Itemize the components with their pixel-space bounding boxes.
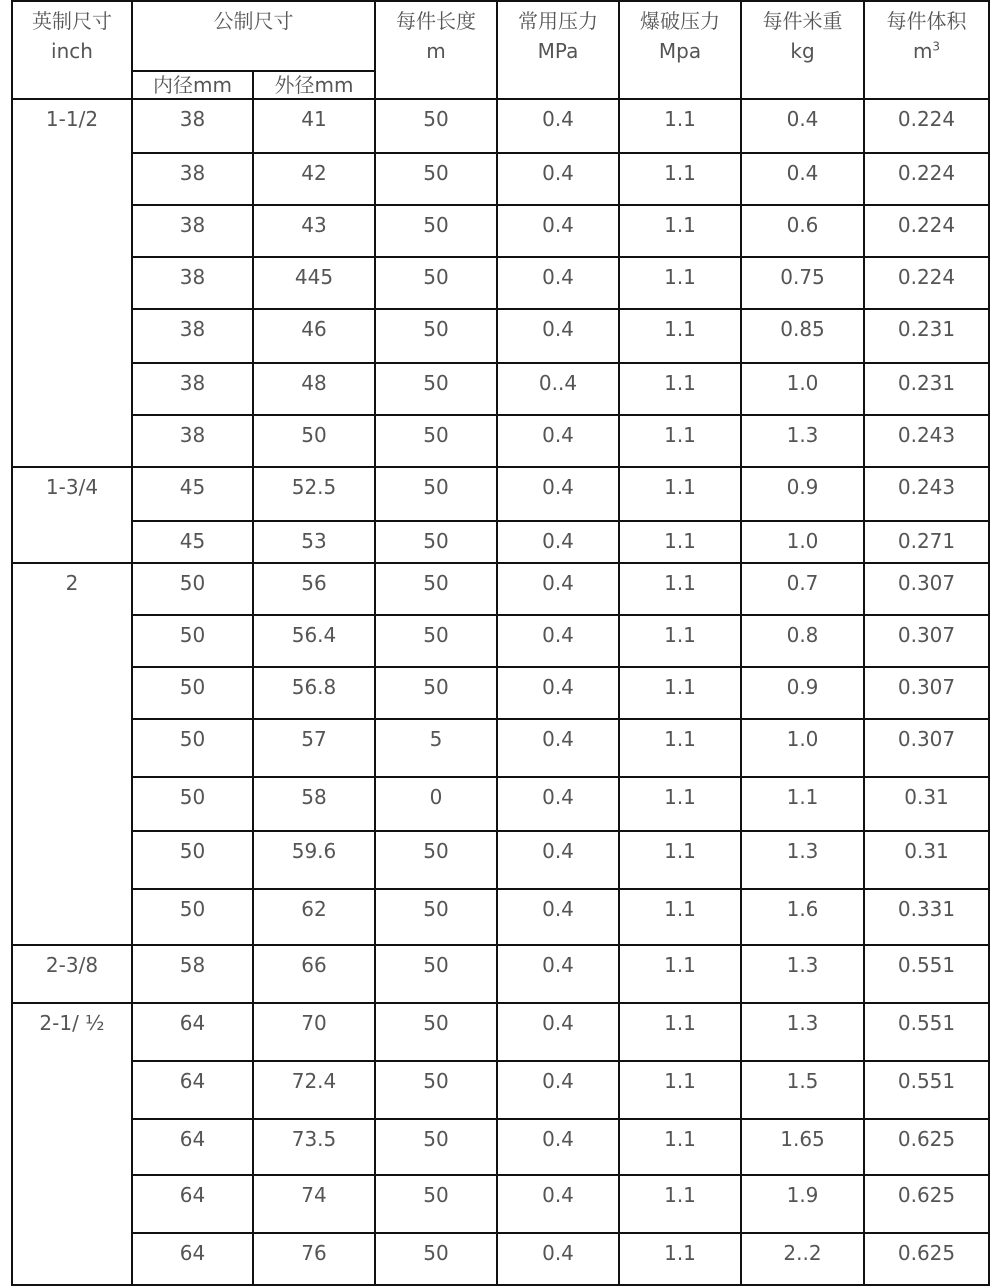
cell-volume: 0.625 xyxy=(864,1233,989,1285)
header-metric-size xyxy=(132,1,375,71)
cell-burst: 1.1 xyxy=(619,889,741,945)
cell-weight: 0.4 xyxy=(741,99,864,153)
cell-working: 0.4 xyxy=(497,467,619,521)
cell-working: 0.4 xyxy=(497,153,619,205)
header-burst-pressure xyxy=(619,1,741,99)
header-working-pressure-label: 常用压力 xyxy=(518,9,598,33)
cell-outer: 50 xyxy=(253,415,375,467)
cell-length: 50 xyxy=(375,1119,497,1175)
cell-inner: 64 xyxy=(132,1061,253,1119)
cell-inch-size: 2 xyxy=(12,563,132,945)
cell-working: 0.4 xyxy=(497,777,619,831)
cell-burst: 1.1 xyxy=(619,415,741,467)
cell-volume: 0.224 xyxy=(864,257,989,309)
header-volume-unit-sup: 3 xyxy=(932,39,941,54)
table-row xyxy=(12,615,989,667)
cell-outer: 70 xyxy=(253,1003,375,1061)
cell-length: 50 xyxy=(375,563,497,615)
cell-inner: 50 xyxy=(132,667,253,719)
cell-outer: 56.8 xyxy=(253,667,375,719)
cell-working: 0.4 xyxy=(497,945,619,1003)
cell-outer: 76 xyxy=(253,1233,375,1285)
cell-weight: 1.0 xyxy=(741,363,864,415)
cell-inner: 38 xyxy=(132,205,253,257)
cell-outer: 62 xyxy=(253,889,375,945)
cell-burst: 1.1 xyxy=(619,1061,741,1119)
cell-working: 0.4 xyxy=(497,1061,619,1119)
table-row xyxy=(12,777,989,831)
cell-weight: 0.75 xyxy=(741,257,864,309)
cell-outer: 73.5 xyxy=(253,1119,375,1175)
header-working-pressure-unit: MPa xyxy=(537,39,579,63)
cell-volume: 0.551 xyxy=(864,1061,989,1119)
table-row xyxy=(12,1175,989,1233)
cell-inner: 45 xyxy=(132,467,253,521)
table-row xyxy=(12,889,989,945)
cell-length: 50 xyxy=(375,1175,497,1233)
header-row-main xyxy=(12,1,989,71)
cell-weight: 1.9 xyxy=(741,1175,864,1233)
cell-inner: 38 xyxy=(132,309,253,363)
cell-length: 50 xyxy=(375,889,497,945)
cell-weight: 1.0 xyxy=(741,521,864,563)
cell-volume: 0.307 xyxy=(864,719,989,777)
cell-length: 50 xyxy=(375,363,497,415)
cell-outer: 56 xyxy=(253,563,375,615)
table-row xyxy=(12,309,989,363)
cell-inner: 45 xyxy=(132,521,253,563)
cell-inner: 50 xyxy=(132,719,253,777)
cell-working: 0.4 xyxy=(497,205,619,257)
cell-length: 50 xyxy=(375,831,497,889)
cell-volume: 0.231 xyxy=(864,309,989,363)
table-row xyxy=(12,257,989,309)
cell-outer: 58 xyxy=(253,777,375,831)
cell-weight: 1.3 xyxy=(741,1003,864,1061)
header-length-unit: m xyxy=(426,39,446,63)
cell-burst: 1.1 xyxy=(619,467,741,521)
cell-inch-size: 1-1/2 xyxy=(12,99,132,467)
header-inch-unit: inch xyxy=(51,39,93,63)
cell-volume: 0.307 xyxy=(864,615,989,667)
cell-weight: 1.6 xyxy=(741,889,864,945)
cell-inner: 38 xyxy=(132,99,253,153)
cell-burst: 1.1 xyxy=(619,615,741,667)
cell-inner: 38 xyxy=(132,415,253,467)
cell-outer: 57 xyxy=(253,719,375,777)
cell-length: 50 xyxy=(375,667,497,719)
table-row xyxy=(12,563,989,615)
cell-inner: 38 xyxy=(132,257,253,309)
cell-weight: 2..2 xyxy=(741,1233,864,1285)
table-row xyxy=(12,521,989,563)
cell-burst: 1.1 xyxy=(619,1119,741,1175)
cell-outer: 56.4 xyxy=(253,615,375,667)
cell-outer: 445 xyxy=(253,257,375,309)
cell-inner: 50 xyxy=(132,831,253,889)
cell-outer: 52.5 xyxy=(253,467,375,521)
cell-volume: 0.231 xyxy=(864,363,989,415)
cell-inner: 50 xyxy=(132,615,253,667)
header-weight xyxy=(741,1,864,99)
cell-working: 0.4 xyxy=(497,415,619,467)
cell-volume: 0.551 xyxy=(864,945,989,1003)
table-row xyxy=(12,1119,989,1175)
header-inch-size-label: 英制尺寸 xyxy=(32,9,112,33)
cell-volume: 0.331 xyxy=(864,889,989,945)
cell-volume: 0.551 xyxy=(864,1003,989,1061)
table-body xyxy=(12,99,989,1285)
cell-outer: 42 xyxy=(253,153,375,205)
cell-length: 50 xyxy=(375,1233,497,1285)
cell-outer: 72.4 xyxy=(253,1061,375,1119)
cell-volume: 0.307 xyxy=(864,563,989,615)
cell-burst: 1.1 xyxy=(619,99,741,153)
cell-weight: 0.8 xyxy=(741,615,864,667)
cell-burst: 1.1 xyxy=(619,667,741,719)
cell-volume: 0.271 xyxy=(864,521,989,563)
cell-working: 0.4 xyxy=(497,1233,619,1285)
cell-burst: 1.1 xyxy=(619,309,741,363)
table-row xyxy=(12,363,989,415)
cell-inner: 38 xyxy=(132,153,253,205)
header-volume xyxy=(864,1,989,99)
cell-working: 0.4 xyxy=(497,521,619,563)
cell-working: 0.4 xyxy=(497,1119,619,1175)
cell-volume: 0.625 xyxy=(864,1119,989,1175)
cell-volume: 0.243 xyxy=(864,467,989,521)
cell-length: 50 xyxy=(375,153,497,205)
cell-weight: 0.9 xyxy=(741,467,864,521)
cell-length: 50 xyxy=(375,415,497,467)
cell-burst: 1.1 xyxy=(619,563,741,615)
header-working-pressure xyxy=(497,1,619,99)
cell-weight: 0.6 xyxy=(741,205,864,257)
cell-weight: 1.3 xyxy=(741,415,864,467)
cell-volume: 0.224 xyxy=(864,99,989,153)
table-row xyxy=(12,1003,989,1061)
cell-volume: 0.31 xyxy=(864,777,989,831)
cell-inner: 64 xyxy=(132,1119,253,1175)
header-length xyxy=(375,1,497,99)
cell-volume: 0.31 xyxy=(864,831,989,889)
cell-working: 0.4 xyxy=(497,309,619,363)
cell-length: 50 xyxy=(375,309,497,363)
cell-working: 0.4 xyxy=(497,257,619,309)
cell-length: 50 xyxy=(375,99,497,153)
table-row xyxy=(12,153,989,205)
cell-burst: 1.1 xyxy=(619,719,741,777)
header-length-label: 每件长度 xyxy=(396,9,476,33)
cell-inner: 58 xyxy=(132,945,253,1003)
cell-working: 0.4 xyxy=(497,719,619,777)
cell-outer: 41 xyxy=(253,99,375,153)
cell-inner: 38 xyxy=(132,363,253,415)
cell-working: 0.4 xyxy=(497,563,619,615)
cell-outer: 66 xyxy=(253,945,375,1003)
cell-length: 50 xyxy=(375,1061,497,1119)
cell-length: 50 xyxy=(375,467,497,521)
cell-inner: 50 xyxy=(132,563,253,615)
cell-weight: 0.9 xyxy=(741,667,864,719)
header-inner-dia: 内径mm xyxy=(132,71,253,99)
cell-volume: 0.224 xyxy=(864,205,989,257)
cell-burst: 1.1 xyxy=(619,521,741,563)
cell-working: 0.4 xyxy=(497,1175,619,1233)
cell-inch-size: 2-3/8 xyxy=(12,945,132,1003)
cell-working: 0.4 xyxy=(497,889,619,945)
cell-inch-size: 2-1/ ½ xyxy=(12,1003,132,1285)
cell-length: 0 xyxy=(375,777,497,831)
cell-weight: 1.5 xyxy=(741,1061,864,1119)
cell-weight: 1.1 xyxy=(741,777,864,831)
header-volume-unit xyxy=(865,36,988,66)
cell-outer: 53 xyxy=(253,521,375,563)
cell-burst: 1.1 xyxy=(619,153,741,205)
cell-volume: 0.224 xyxy=(864,153,989,205)
cell-length: 50 xyxy=(375,257,497,309)
cell-burst: 1.1 xyxy=(619,257,741,309)
cell-volume: 0.307 xyxy=(864,667,989,719)
header-weight-unit: kg xyxy=(790,39,815,63)
cell-inner: 64 xyxy=(132,1233,253,1285)
cell-length: 50 xyxy=(375,615,497,667)
table-row xyxy=(12,99,989,153)
cell-burst: 1.1 xyxy=(619,1233,741,1285)
table-row xyxy=(12,467,989,521)
cell-weight: 1.65 xyxy=(741,1119,864,1175)
cell-outer: 43 xyxy=(253,205,375,257)
cell-burst: 1.1 xyxy=(619,1175,741,1233)
table-row xyxy=(12,667,989,719)
cell-outer: 46 xyxy=(253,309,375,363)
cell-inner: 64 xyxy=(132,1175,253,1233)
cell-length: 50 xyxy=(375,521,497,563)
cell-weight: 0.85 xyxy=(741,309,864,363)
table-row xyxy=(12,1233,989,1285)
cell-inner: 50 xyxy=(132,777,253,831)
table-row xyxy=(12,1061,989,1119)
cell-outer: 74 xyxy=(253,1175,375,1233)
cell-volume: 0.243 xyxy=(864,415,989,467)
cell-working: 0..4 xyxy=(497,363,619,415)
cell-inch-size: 1-3/4 xyxy=(12,467,132,563)
header-inch-size xyxy=(12,1,132,99)
table-row xyxy=(12,831,989,889)
cell-burst: 1.1 xyxy=(619,945,741,1003)
cell-weight: 1.0 xyxy=(741,719,864,777)
cell-volume: 0.625 xyxy=(864,1175,989,1233)
hose-spec-table xyxy=(11,0,990,1286)
header-burst-pressure-label: 爆破压力 xyxy=(640,9,720,33)
cell-length: 50 xyxy=(375,205,497,257)
cell-weight: 0.7 xyxy=(741,563,864,615)
cell-length: 5 xyxy=(375,719,497,777)
cell-burst: 1.1 xyxy=(619,205,741,257)
cell-working: 0.4 xyxy=(497,99,619,153)
cell-working: 0.4 xyxy=(497,1003,619,1061)
cell-weight: 1.3 xyxy=(741,831,864,889)
cell-length: 50 xyxy=(375,1003,497,1061)
cell-inner: 50 xyxy=(132,889,253,945)
cell-working: 0.4 xyxy=(497,667,619,719)
table-row xyxy=(12,719,989,777)
cell-length: 50 xyxy=(375,945,497,1003)
header-outer-dia: 外径mm xyxy=(253,71,375,99)
table-row xyxy=(12,205,989,257)
header-metric-size-label: 公制尺寸 xyxy=(213,9,294,33)
table-row xyxy=(12,945,989,1003)
header-weight-label: 每件米重 xyxy=(762,9,843,33)
cell-weight: 0.4 xyxy=(741,153,864,205)
cell-weight: 1.3 xyxy=(741,945,864,1003)
cell-burst: 1.1 xyxy=(619,777,741,831)
cell-burst: 1.1 xyxy=(619,363,741,415)
header-burst-pressure-unit: Mpa xyxy=(658,39,702,63)
header-volume-label: 每件体积 xyxy=(886,9,967,33)
cell-burst: 1.1 xyxy=(619,1003,741,1061)
table-row xyxy=(12,415,989,467)
cell-working: 0.4 xyxy=(497,831,619,889)
cell-outer: 59.6 xyxy=(253,831,375,889)
cell-inner: 64 xyxy=(132,1003,253,1061)
cell-outer: 48 xyxy=(253,363,375,415)
cell-burst: 1.1 xyxy=(619,831,741,889)
header-volume-unit-base: m xyxy=(912,39,933,63)
cell-working: 0.4 xyxy=(497,615,619,667)
